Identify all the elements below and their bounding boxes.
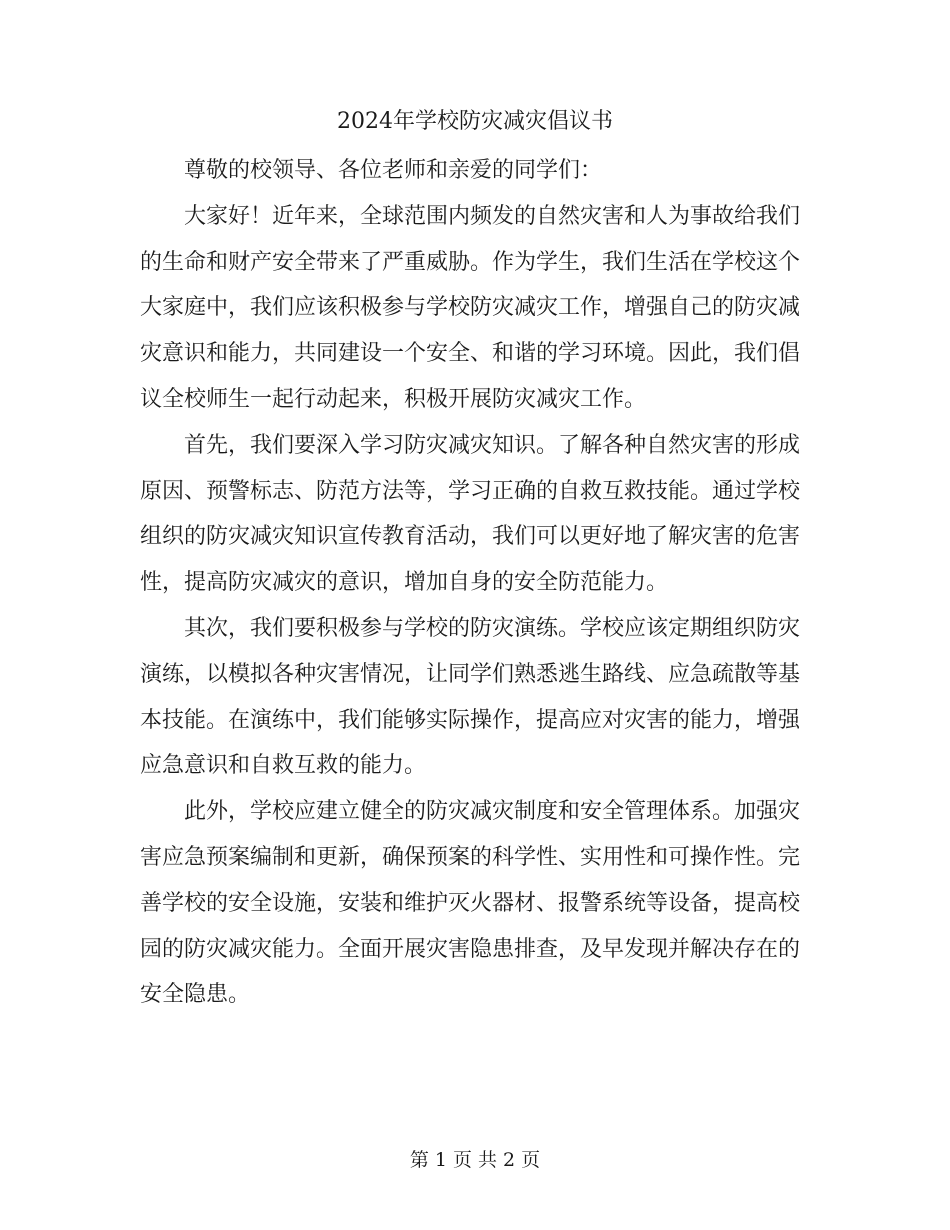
document-body xyxy=(140,148,800,1018)
paragraph-4: 此外，学校应建立健全的防灾减灾制度和安全管理体系。加强灾害应急预案编制和更新，确保预案的科学性、实用性和可操作性。完善学校的安全设施，安装和维护灭火器材、报警系统等设备，提高校园的防灾减灾能力。全面开展灾害隐患排查，及早发现并解决存在的安全隐患。 xyxy=(140,799,801,1008)
paragraph-1: 大家好！近年来，全球范围内频发的自然灾害和人为事故给我们的生命和财产安全带来了严重威胁。作为学生，我们生活在学校这个大家庭中，我们应该积极参与学校防灾减灾工作，增强自己的防灾减灾意识和能力，共同建设一个安全、和谐的学习环境。因此，我们倡议全校师生一起行动起来，积极开展防灾减灾工作。 xyxy=(140,203,801,412)
page-number-footer: 第 1 页 共 2 页 xyxy=(409,1149,541,1171)
paragraph-2: 首先，我们要深入学习防灾减灾知识。了解各种自然灾害的形成原因、预警标志、防范方法等，学习正确的自救互救技能。通过学校组织的防灾减灾知识宣传教育活动，我们可以更好地了解灾害的危害性，提高防灾减灾的意识，增加自身的安全防范能力。 xyxy=(140,432,801,596)
paragraph-3: 其次，我们要积极参与学校的防灾演练。学校应该定期组织防灾演练，以模拟各种灾害情况，让同学们熟悉逃生路线、应急疏散等基本技能。在演练中，我们能够实际操作，提高应对灾害的能力，增强应急意识和自救互救的能力。 xyxy=(140,615,801,779)
salutation: 尊敬的校领导、各位老师和亲爱的同学们： xyxy=(184,158,603,183)
document-title: 2024年学校防灾减灾倡议书 xyxy=(337,109,613,134)
